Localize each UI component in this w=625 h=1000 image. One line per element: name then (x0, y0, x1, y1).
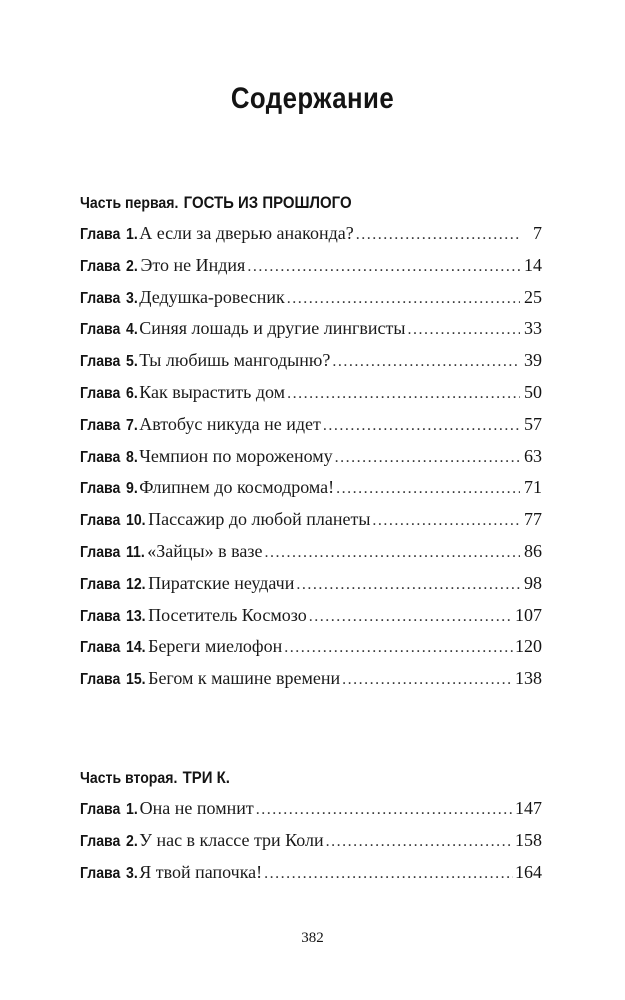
dot-leader (336, 473, 520, 505)
chapter-page: 39 (524, 350, 542, 371)
chapter-page: 7 (533, 223, 542, 243)
chapter-title: Автобус никуда не идет (139, 413, 321, 434)
dot-leader (284, 632, 513, 664)
dot-leader (264, 858, 513, 890)
toc-entry (80, 409, 542, 441)
dot-leader (356, 219, 520, 251)
chapter-word: Глава (80, 801, 121, 818)
toc-entry (80, 504, 542, 536)
chapter-number: 13. (125, 607, 146, 625)
chapter-page: 86 (524, 540, 542, 561)
page-title: Содержание (230, 82, 395, 115)
chapter-number: 2. (125, 832, 138, 850)
toc-entry (80, 313, 542, 345)
chapter-title: Как вырастить дом (139, 381, 286, 402)
dot-leader (287, 378, 520, 410)
chapter-word: Глава (80, 448, 121, 466)
part-heading (80, 187, 487, 218)
chapter-word: Глава (80, 512, 121, 530)
chapter-number: 10. (125, 512, 146, 530)
chapter-word: Глава (80, 257, 121, 275)
dot-leader (287, 283, 520, 315)
dot-leader (335, 442, 520, 474)
toc-entry (80, 472, 542, 504)
chapter-number: 8. (125, 448, 138, 466)
dot-leader (296, 569, 520, 601)
chapter-title: «Зайцы» в вазе (147, 540, 263, 561)
dot-leader (323, 410, 520, 442)
dot-leader (408, 314, 520, 346)
chapter-word: Глава (80, 289, 121, 307)
dot-leader (326, 826, 513, 858)
dot-leader (342, 664, 513, 696)
dot-leader (256, 794, 513, 826)
chapter-number: 3. (125, 289, 138, 307)
chapter-title: Посетитель Космозо (148, 604, 307, 625)
chapter-page: 33 (524, 318, 542, 339)
dot-leader (372, 505, 520, 537)
chapter-page: 164 (515, 861, 542, 882)
chapter-number: 3. (125, 864, 138, 882)
part-heading (80, 762, 487, 793)
chapter-page: 107 (515, 604, 542, 625)
chapter-number: 6. (125, 384, 138, 402)
chapter-title: Береги миелофон (148, 636, 283, 657)
chapter-number: 11. (125, 543, 145, 561)
chapter-word: Глава (80, 353, 121, 371)
toc-entry (80, 345, 542, 377)
chapter-number: 4. (125, 321, 138, 339)
chapter-word: Глава (80, 607, 121, 625)
chapter-word: Глава (80, 575, 121, 593)
toc-part-two (80, 762, 542, 888)
chapter-word: Глава (80, 832, 121, 850)
chapter-number: 7. (125, 416, 138, 434)
part-title: ТРИ К. (182, 768, 230, 787)
toc-entry (80, 250, 542, 282)
chapter-title: Флипнем до космодрома! (139, 477, 335, 498)
chapter-number: 12. (125, 575, 146, 593)
chapter-word: Глава (80, 864, 121, 882)
chapter-word: Глава (80, 226, 121, 243)
chapter-page: 57 (524, 413, 542, 434)
chapter-title: Ты любишь мангодыню? (139, 350, 331, 371)
chapter-title: А если за дверью анаконда? (139, 223, 354, 243)
chapter-title: Пассажир до любой планеты (148, 509, 371, 530)
toc-entry (80, 568, 542, 600)
toc-entry (80, 857, 542, 889)
part-label: Часть вторая. (80, 770, 178, 787)
part-title: ГОСТЬ ИЗ ПРОШЛОГО (183, 193, 352, 212)
chapter-title: Дедушка-ровесник (139, 286, 285, 307)
chapter-page: 14 (524, 254, 542, 275)
chapter-title: Пиратские неудачи (148, 572, 295, 593)
toc-entry (80, 793, 542, 825)
chapter-title: Синяя лошадь и другие лингвисты (139, 318, 406, 339)
chapter-word: Глава (80, 384, 121, 402)
toc-entry (80, 663, 542, 695)
toc-entry (80, 377, 542, 409)
chapter-title: Бегом к машине времени (148, 668, 341, 689)
chapter-word: Глава (80, 671, 121, 689)
chapter-word: Глава (80, 321, 121, 339)
chapter-number: 5. (125, 353, 138, 371)
chapter-title: Она не помнит (139, 798, 254, 818)
dot-leader (332, 346, 520, 378)
chapter-page: 71 (524, 477, 542, 498)
chapter-number: 2. (125, 257, 138, 275)
chapter-page: 147 (515, 798, 542, 818)
chapter-page: 120 (515, 636, 542, 657)
toc-entry (80, 600, 542, 632)
chapter-page: 25 (524, 286, 542, 307)
chapter-page: 50 (524, 381, 542, 402)
chapter-number: 9. (125, 480, 138, 498)
part-label: Часть первая. (80, 195, 179, 212)
chapter-title: Я твой папочка! (139, 861, 263, 882)
toc-part-one (80, 187, 542, 695)
chapter-page: 63 (524, 445, 542, 466)
dot-leader (247, 251, 520, 283)
dot-leader (264, 537, 520, 569)
chapter-word: Глава (80, 480, 121, 498)
chapter-word: Глава (80, 639, 121, 657)
chapter-page: 98 (524, 572, 542, 593)
toc-entry (80, 282, 542, 314)
chapter-title: Это не Индия (140, 254, 246, 275)
chapter-page: 138 (515, 668, 542, 689)
toc-entry (80, 536, 542, 568)
chapter-number: 1. (125, 801, 138, 818)
chapter-list (80, 793, 542, 888)
chapter-number: 15. (125, 671, 146, 689)
toc-entry (80, 825, 542, 857)
chapter-title: У нас в классе три Коли (139, 829, 324, 850)
chapter-title: Чемпион по мороженому (139, 445, 333, 466)
toc-entry (80, 218, 542, 250)
chapter-number: 14. (125, 639, 146, 657)
chapter-list (80, 218, 542, 695)
page-number: 382 (301, 930, 324, 946)
chapter-word: Глава (80, 543, 121, 561)
toc-entry (80, 631, 542, 663)
chapter-number: 1. (125, 226, 138, 243)
chapter-page: 77 (524, 509, 542, 530)
dot-leader (309, 601, 513, 633)
chapter-word: Глава (80, 416, 121, 434)
chapter-page: 158 (515, 829, 542, 850)
toc-entry (80, 441, 542, 473)
